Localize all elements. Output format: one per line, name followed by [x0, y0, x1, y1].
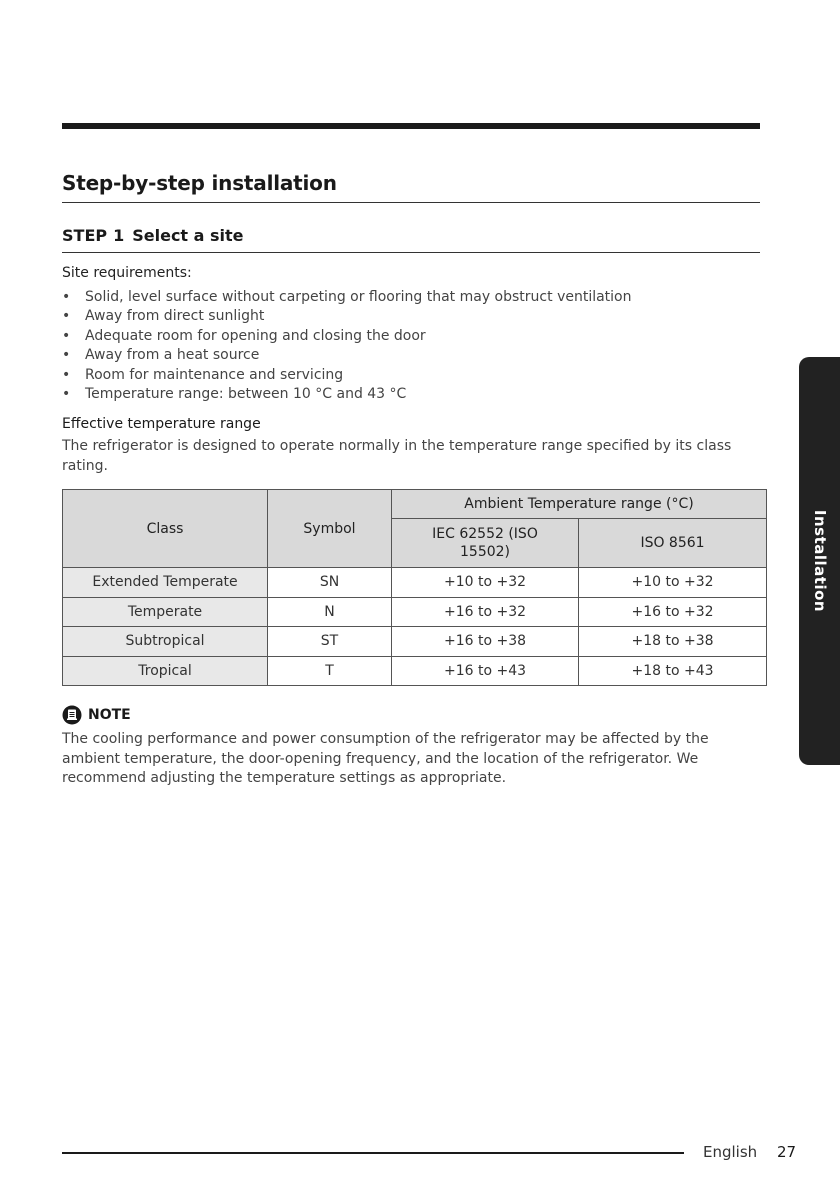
- header-iso: ISO 8561: [579, 519, 767, 568]
- note-text: The cooling performance and power consumption of the refrigerator may be affected by the ambient temperature, the door-opening frequency, and the location of the refrigerator. We recommend adjusting the temperature settings as appropriate.: [62, 731, 709, 786]
- cell-iec: +10 to +32: [392, 568, 579, 598]
- page-number: 27: [777, 1143, 797, 1161]
- note-heading: [62, 705, 131, 725]
- cell-symbol: ST: [268, 627, 392, 657]
- list-item-text: Away from a heat source: [85, 347, 260, 364]
- cell-iso: +16 to +32: [579, 597, 767, 627]
- bullet: •: [62, 366, 71, 383]
- bullet: •: [62, 308, 71, 325]
- temperature-class-table: [62, 489, 767, 686]
- step-number: 1: [113, 226, 125, 245]
- table-row: [63, 597, 767, 627]
- cell-iso: +18 to +43: [579, 656, 767, 686]
- cell-class: Extended Temperate: [63, 568, 268, 598]
- list-item: [62, 307, 632, 326]
- cell-iec: +16 to +43: [392, 656, 579, 686]
- footer-language: English: [703, 1143, 758, 1161]
- list-item-text: Away from direct sunlight: [85, 308, 265, 325]
- cell-iec: +16 to +32: [392, 597, 579, 627]
- header-ambient-range: Ambient Temperature range (°C): [392, 490, 767, 519]
- list-item: [62, 385, 632, 404]
- note-icon: [62, 705, 82, 725]
- table-row: [63, 656, 767, 686]
- list-item: [62, 288, 632, 307]
- table-row: [63, 568, 767, 598]
- cell-iso: +10 to +32: [579, 568, 767, 598]
- section-title-underline: [62, 202, 760, 203]
- header-symbol: Symbol: [268, 490, 392, 568]
- cell-class: Temperate: [63, 597, 268, 627]
- bullet: •: [62, 347, 71, 364]
- header-iec: [392, 519, 579, 568]
- bullet: •: [62, 385, 71, 402]
- list-item: [62, 346, 632, 365]
- list-item-text: Room for maintenance and servicing: [85, 366, 344, 383]
- step-heading: [62, 226, 244, 245]
- cell-class: Tropical: [63, 656, 268, 686]
- site-requirements-heading: Site requirements:: [62, 265, 192, 281]
- table-row: [63, 627, 767, 657]
- effective-range-heading: Effective temperature range: [62, 416, 261, 432]
- bullet: •: [62, 289, 71, 305]
- list-item-text: Adequate room for opening and closing the door: [85, 327, 426, 344]
- list-item: [62, 366, 632, 385]
- step-title: Select a site: [132, 226, 244, 245]
- cell-iso: +18 to +38: [579, 627, 767, 657]
- cell-symbol: T: [268, 656, 392, 686]
- bullet: •: [62, 327, 71, 344]
- cell-symbol: N: [268, 597, 392, 627]
- note-label: NOTE: [88, 707, 131, 723]
- effective-range-text: The refrigerator is designed to operate normally in the temperature range specified by its class rating.: [62, 438, 732, 474]
- cell-class: Subtropical: [63, 627, 268, 657]
- cell-iec: +16 to +38: [392, 627, 579, 657]
- cell-symbol: SN: [268, 568, 392, 598]
- side-tab-label: Installation: [811, 509, 829, 613]
- step-label: STEP: [62, 226, 108, 245]
- header-class: Class: [63, 490, 268, 568]
- step-heading-underline: [62, 252, 760, 253]
- list-item-text: Solid, level surface without carpeting or flooring that may obstruct ventilation: [85, 289, 632, 305]
- list-item: [62, 327, 632, 346]
- site-requirements-list: [62, 288, 632, 404]
- footer-rule: [62, 1152, 684, 1154]
- list-item-text: Temperature range: between 10 °C and 43 °C: [85, 385, 407, 402]
- header-iec-text: IEC 62552 (ISO 15502): [432, 526, 538, 560]
- section-title: Step-by-step installation: [62, 171, 337, 195]
- top-rule: [62, 123, 760, 129]
